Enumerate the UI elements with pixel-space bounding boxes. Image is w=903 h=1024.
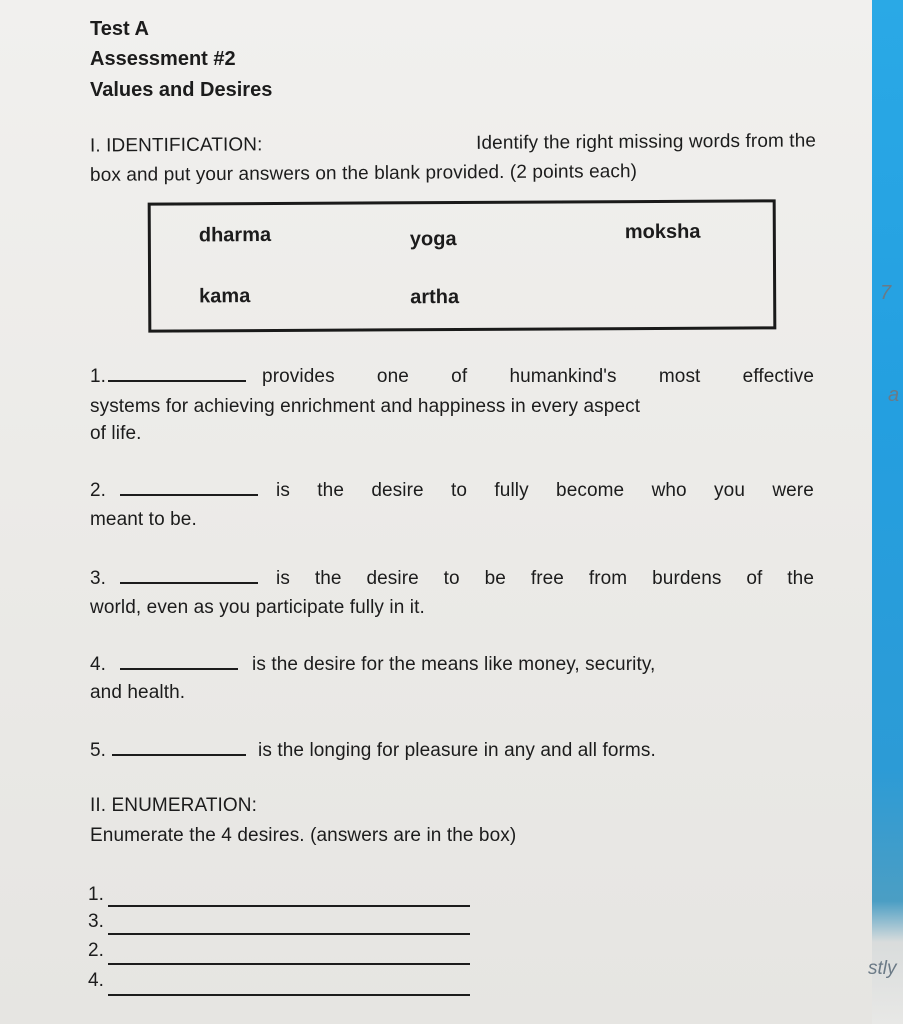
item-number: 5.	[90, 740, 107, 761]
enumeration-number: 3.	[88, 911, 104, 932]
worksheet-page: Test A Assessment #2 Values and Desires I. IDENTIFICATION: Identify the right missing words from the box and put your answers on the blank provided. (2 points each) dharma yoga moksha kama artha 1. provides one of humankind's most effective systems for achieving enrichment and happiness in every aspect of life. 2. is the desire to fully become who you were meant to be. 3. is the desire to be free from burdens of the world, even as you participate fully in it. 4. is the desire for the means like money, security, and health. 5. is the longing for pleasure in any and all forms. II. ENUMERATION: Enumerate the 4 desires. (answers are in the box) 1. 3. 2. 4.	[0, 0, 872, 1024]
enumeration-heading: II. ENUMERATION:	[90, 795, 257, 816]
margin-text-fragment: 7	[880, 282, 892, 304]
margin-text-fragment: stly	[868, 958, 897, 979]
enumeration-number: 1.	[88, 884, 104, 905]
test-label: Test A	[90, 18, 149, 40]
enumeration-instruction: Enumerate the 4 desires. (answers are in the box)	[90, 825, 517, 846]
enumeration-number: 2.	[88, 940, 104, 961]
word-box-item: kama	[199, 285, 251, 308]
enumeration-answer-line[interactable]	[108, 994, 470, 996]
identification-instruction-line1: I. IDENTIFICATION: Identify the right missing words from the	[89, 130, 817, 157]
background-blue-edge	[872, 0, 903, 1024]
item-number: 2.	[90, 480, 107, 501]
topic-title: Values and Desires	[90, 79, 273, 101]
identification-instruction-line2: box and put your answers on the blank provided. (2 points each)	[89, 161, 638, 186]
assessment-label: Assessment #2	[90, 48, 236, 70]
answer-blank[interactable]	[120, 667, 238, 670]
item-number: 3.	[90, 568, 107, 589]
answer-blank[interactable]	[120, 581, 258, 584]
answer-blank[interactable]	[112, 753, 246, 756]
enumeration-number: 4.	[88, 970, 104, 991]
word-box-item: dharma	[198, 223, 272, 247]
margin-text-fragment: a	[888, 384, 900, 406]
answer-blank[interactable]	[120, 493, 258, 496]
enumeration-answer-line[interactable]	[108, 905, 470, 907]
item-number: 1.	[90, 366, 107, 387]
identification-heading: I. IDENTIFICATION:	[89, 134, 263, 157]
enumeration-answer-line[interactable]	[108, 963, 470, 965]
word-box	[148, 199, 777, 332]
item-number: 4.	[90, 654, 107, 675]
enumeration-answer-line[interactable]	[108, 933, 470, 935]
answer-blank[interactable]	[108, 379, 246, 382]
word-box-item: artha	[410, 286, 460, 309]
word-box-item: yoga	[409, 228, 457, 251]
word-box-item: moksha	[624, 220, 701, 244]
